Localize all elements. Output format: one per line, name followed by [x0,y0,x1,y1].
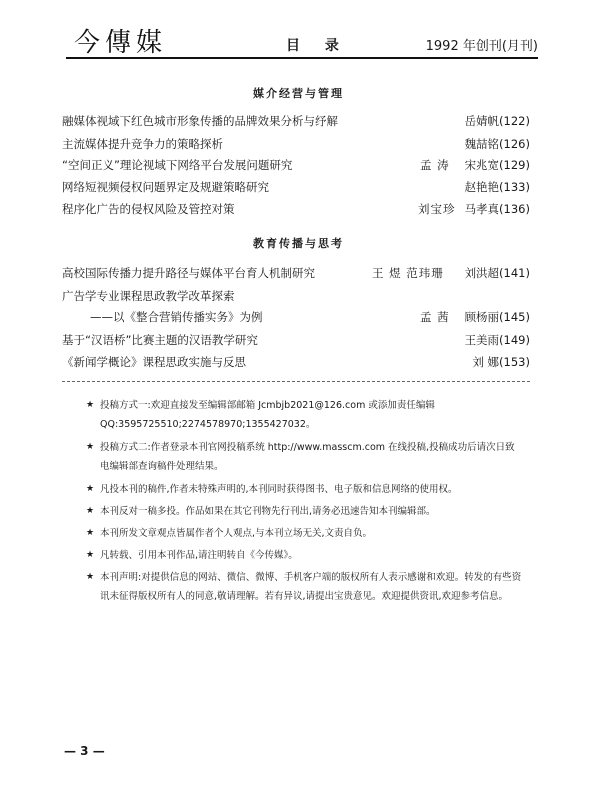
dashed-divider [62,381,530,382]
star-bullet-icon: ★ [86,442,95,452]
toc-entry-subtitle[interactable] [62,309,530,327]
star-bullet-icon: ★ [86,550,95,560]
section-heading-media-management: 媒介经营与管理 [253,87,344,100]
toc-entry[interactable] [62,157,530,175]
masthead [66,22,538,56]
toc-entry-title: 融媒体视域下红色城市形象传播的品牌效果分析与纾解 [62,114,338,128]
toc-entry-title: 主流媒体提升竞争力的策略探析 [62,137,223,151]
toc-entry[interactable] [62,136,530,154]
toc-entry-title: 网络短视频侵权问题界定及规避策略研究 [62,180,269,194]
note-text: 本刊反对一稿多投。作品如果在其它刊物先行刊出,请务必迅速告知本刊编辑部。 [100,506,436,517]
note-text: 投稿方式二:作者登录本刊官网投稿系统 http://www.masscm.com 在线投稿,投稿成功后请次日致电编辑部查询稿件处理结果。 [100,442,515,472]
toc-entry-title: 基于“汉语桥”比赛主题的汉语教学研究 [62,333,258,347]
note-text: 凡转载、引用本刊作品,请注明转自《今传媒》。 [100,550,298,561]
toc-entry-coauthor: 王 煜 范玮珊 [372,266,444,280]
toc-entry-title: 广告学专业课程思政教学改革探索 [62,289,235,303]
journal-logo: 今傳媒 [74,28,168,58]
toc-entry-author-page: 刘 娜(153) [472,355,530,369]
toc-entry-author-page: 岳婧帆(122) [464,114,530,128]
toc-entry[interactable] [62,113,530,131]
toc-entry-author-page: 魏喆铭(126) [464,137,530,151]
star-bullet-icon: ★ [86,484,95,494]
toc-entry-subtitle-text: ——以《整合营销传播实务》为例 [90,310,263,324]
toc-entry-coauthor: 孟 茜 [420,310,450,324]
toc-entry[interactable] [62,354,530,372]
toc-entry[interactable] [62,265,530,283]
toc-entry-author-page: 马孝真(136) [464,202,530,216]
section-heading-education: 教育传播与思考 [253,237,344,250]
star-bullet-icon: ★ [86,506,95,516]
toc-entry-title: “空间正义”理论视域下网络平台发展问题研究 [62,158,293,172]
toc-entry-title: 《新闻学概论》课程思政实施与反思 [62,355,246,369]
toc-entry[interactable] [62,288,530,306]
founded-info: 1992 年创刊(月刊) [425,39,538,54]
toc-entry-coauthor: 刘宝珍 [418,202,456,216]
toc-entry[interactable] [62,332,530,350]
star-bullet-icon: ★ [86,400,95,410]
note-text: 凡投本刊的稿件,作者未特殊声明的,本刊同时获得图书、电子版和信息网络的使用权。 [100,484,458,495]
toc-entry-author-page: 刘洪超(141) [464,266,530,280]
masthead-rule [66,57,538,59]
toc-entry-coauthor: 孟 涛 [420,158,450,172]
star-bullet-icon: ★ [86,528,95,538]
page-number: — 3 — [64,744,105,758]
toc-entry-title: 高校国际传播力提升路径与媒体平台育人机制研究 [62,266,315,280]
toc-entry-title: 程序化广告的侵权风险及管控对策 [62,202,235,216]
note-text: 本刊声明:对提供信息的网站、微信、微博、手机客户端的版权所有人表示感谢和欢迎。转发的有些资讯未征得版权所有人的同意,敬请理解。若有异议,请提出宝贵意见。欢迎提供资讯,欢迎参考信息。 [100,572,522,602]
toc-entry-author-page: 王美雨(149) [464,333,530,347]
note-text: 投稿方式一:欢迎直接发至编辑部邮箱 Jcmbjb2021@126.com 或添加责任编辑 QQ:3595725510;2274578970;1355427032。 [100,400,435,430]
toc-entry-author-page: 顾杨丽(145) [464,310,530,324]
contents-label: 目 录 [286,38,349,54]
toc-entry-author-page: 宋兆宽(129) [464,158,530,172]
toc-entry[interactable] [62,201,530,219]
toc-entry[interactable] [62,179,530,197]
star-bullet-icon: ★ [86,572,95,582]
note-text: 本刊所发文章观点皆属作者个人观点,与本刊立场无关,文责自负。 [100,528,373,539]
toc-entry-author-page: 赵艳艳(133) [464,180,530,194]
